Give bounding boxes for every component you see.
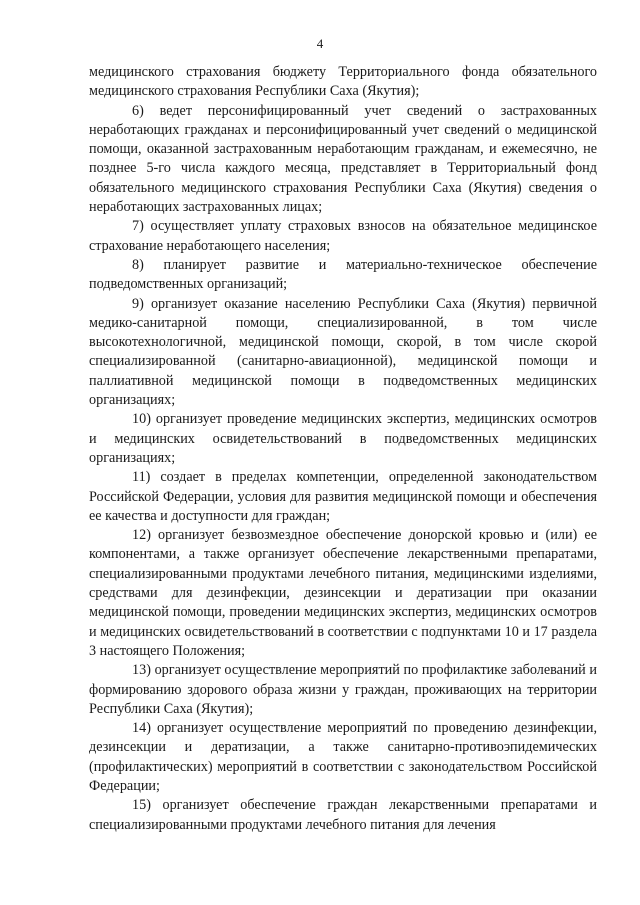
paragraph-item-13: 13) организует осуществление мероприятий по профилактике заболеваний и формированию здорового образа жизни у граждан, проживающих на территории Республики Саха (Якутия); (89, 662, 597, 717)
paragraph-item-11: 11) создает в пределах компетенции, определенной законодательством Российской Федерации, условия для развития медицинской помощи и обеспечения ее качества и доступности для граждан; (89, 469, 597, 524)
paragraph-item-12: 12) организует безвозмездное обеспечение донорской кровью и (или) ее компонентами, а также организует обеспечение лекарственными препаратами, специализированными продуктами лечебного питания, медицинскими изделиями, средствами для дезинфекции, дезинсекции и дератизации при оказании медицинской помощи, проведении медицинских экспертиз, медицинских осмотров и медицинских освидетельствований в соответствии с подпунктами 10 и 17 раздела 3 настоящего Положения; (89, 527, 597, 659)
paragraph-item-7: 7) осуществляет уплату страховых взносов на обязательное медицинское страхование неработающего населения; (89, 218, 597, 254)
paragraph-item-8: 8) планирует развитие и материально-техническое обеспечение подведомственных организаций; (89, 256, 597, 293)
document-body (89, 63, 597, 835)
paragraph-item-15: 15) организует обеспечение граждан лекарственными препаратами и специализированными продуктами лечебного питания для лечения (89, 797, 597, 833)
paragraph-item-6: 6) ведет персонифицированный учет сведений о застрахованных неработающих гражданах и персонифицированный учет сведений о медицинской помощи, оказанной застрахованным неработающим гражданам, и ежемесячно, не позднее 5-го числа каждого месяца, представляет в Территориальный фонд обязательного медицинского страхования Республики Саха (Якутия) сведения о неработающих застрахованных лицах; (89, 102, 597, 216)
paragraph-item-9: 9) организует оказание населению Республики Саха (Якутия) первичной медико-санитарной помощи, специализированной, в том числе высокотехнологичной, медицинской помощи, скорой, в том числе скорой специализированной (санитарно-авиационной), медицинской помощи и паллиативной медицинской помощи в подведомственных медицинских организациях; (89, 295, 597, 409)
page-number: 4 (316, 36, 324, 51)
paragraph-item-10: 10) организует проведение медицинских экспертиз, медицинских осмотров и медицинских освидетельствований в подведомственных медицинских организациях; (89, 411, 597, 466)
paragraph-continuation: медицинского страхования бюджету Территориального фонда обязательного медицинского страхования Республики Саха (Якутия); (89, 64, 597, 100)
paragraph-item-14: 14) организует осуществление мероприятий по проведению дезинфекции, дезинсекции и дератизации, а также санитарно-противоэпидемических (профилактических) мероприятий в соответствии с законодательством Российской Федерации; (89, 720, 597, 794)
